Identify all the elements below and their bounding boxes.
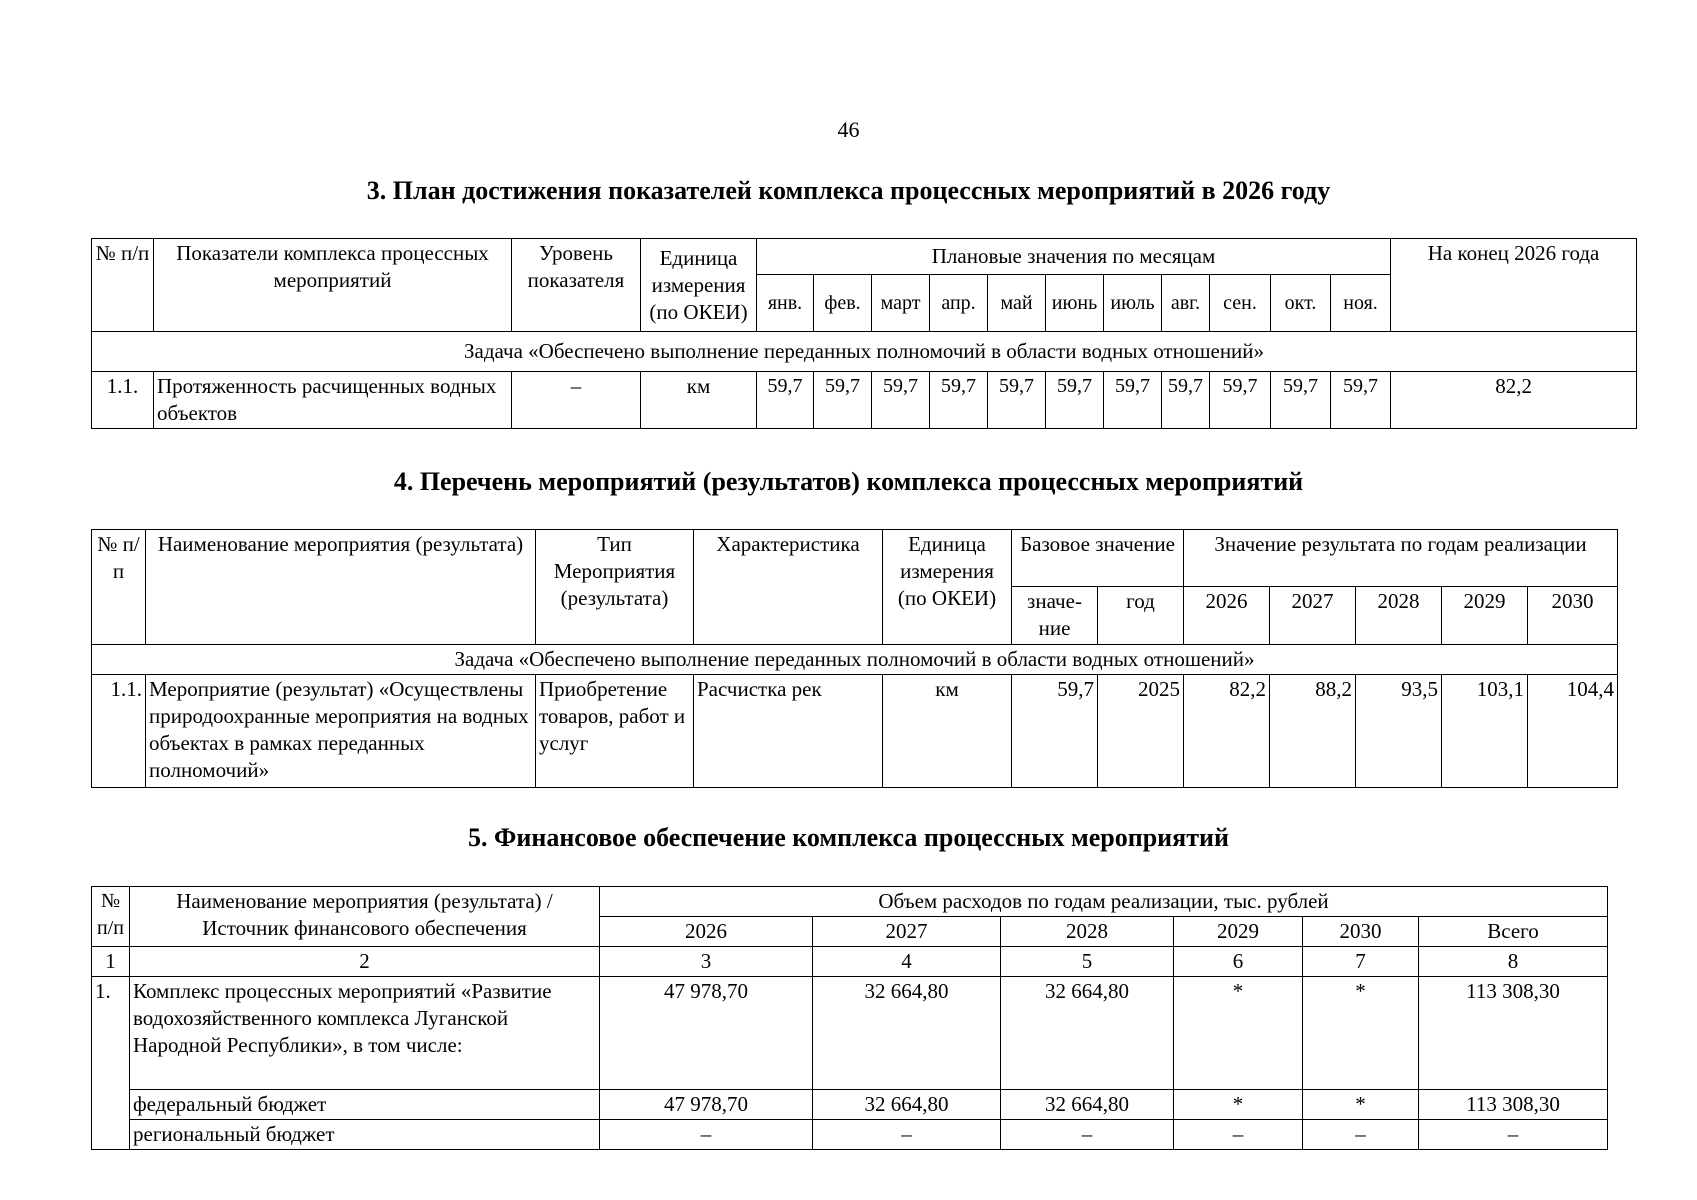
amount-cell: – [1001,1120,1174,1150]
amount-cell: 47 978,70 [600,977,813,1090]
result-value: 82,2 [1184,675,1270,788]
amount-cell: 113 308,30 [1419,1090,1608,1120]
table-row [92,1090,1608,1120]
month-value: 59,7 [1162,372,1210,429]
header-volume: Объем расходов по годам реализации, тыс. рублей [600,887,1608,917]
year-label: 2029 [1442,587,1528,645]
table-row [92,675,1618,788]
indicator-unit: км [641,372,757,429]
row-num: 1.1. [92,675,146,788]
month-label: янв. [757,275,814,332]
amount-cell: – [1174,1120,1303,1150]
indicators-plan-table [91,238,1637,429]
column-number: 3 [600,947,813,977]
month-value: 59,7 [757,372,814,429]
header-type: Тип Мероприятия (результата) [536,530,694,645]
month-value: 59,7 [1331,372,1391,429]
month-value: 59,7 [988,372,1046,429]
amount-cell: 32 664,80 [1001,977,1174,1090]
program-name: Комплекс процессных мероприятий «Развитие водохозяйственного комплекса Луганской Народной Республики», в том числе: [130,977,600,1090]
header-level: Уровень показателя [512,239,641,332]
column-number: 5 [1001,947,1174,977]
year-label: 2027 [1270,587,1356,645]
year-label: 2026 [1184,587,1270,645]
amount-cell: * [1303,977,1419,1090]
month-label: март [872,275,930,332]
amount-cell: * [1303,1090,1419,1120]
year-label: 2026 [600,917,813,947]
result-value: 88,2 [1270,675,1356,788]
table-row [92,372,1637,429]
header-name: Наименование мероприятия (результата) [146,530,536,645]
column-number: 8 [1419,947,1608,977]
month-label: май [988,275,1046,332]
row-num: 1.1. [92,372,154,429]
amount-cell: 32 664,80 [813,1090,1001,1120]
month-value: 59,7 [872,372,930,429]
month-label: авг. [1162,275,1210,332]
section-5-heading: 5. Финансовое обеспечение комплекса процессных мероприятий [468,823,1229,852]
year-label: 2027 [813,917,1001,947]
year-end-value: 82,2 [1391,372,1637,429]
activity-characteristic: Расчистка рек [694,675,883,788]
month-value: 59,7 [1046,372,1104,429]
month-value: 59,7 [930,372,988,429]
header-base-value: значе- ние [1012,587,1098,645]
year-label: 2028 [1356,587,1442,645]
base-year: 2025 [1098,675,1184,788]
column-number: 1 [92,947,130,977]
year-label: 2029 [1174,917,1303,947]
header-unit: Единица измерения (по ОКЕИ) [641,239,757,332]
row-num: 1. [92,977,130,1150]
section-4-heading: 4. Перечень мероприятий (результатов) комплекса процессных мероприятий [393,467,1304,496]
amount-cell: 32 664,80 [1001,1090,1174,1120]
financing-table [91,886,1608,1150]
header-total: Всего [1419,917,1608,947]
month-value: 59,7 [1210,372,1271,429]
month-label: сен. [1210,275,1271,332]
month-value: 59,7 [1104,372,1162,429]
amount-cell: – [1303,1120,1419,1150]
column-number: 6 [1174,947,1303,977]
result-value: 104,4 [1528,675,1618,788]
indicator-level: – [512,372,641,429]
month-label: окт. [1271,275,1331,332]
column-number: 4 [813,947,1001,977]
amount-cell: * [1174,1090,1303,1120]
column-number: 2 [130,947,600,977]
amount-cell: – [1419,1120,1608,1150]
amount-cell: – [600,1120,813,1150]
month-label: ноя. [1331,275,1391,332]
page-number: 46 [837,117,860,142]
month-value: 59,7 [814,372,872,429]
amount-cell: * [1174,977,1303,1090]
header-base-year: год [1098,587,1184,645]
column-number: 7 [1303,947,1419,977]
header-monthly: Плановые значения по месяцам [757,239,1391,275]
year-label: 2030 [1528,587,1618,645]
amount-cell: 32 664,80 [813,977,1001,1090]
month-value: 59,7 [1271,372,1331,429]
amount-cell: 47 978,70 [600,1090,813,1120]
header-num: № п/п [92,239,154,332]
year-label: 2030 [1303,917,1419,947]
section-3-heading: 3. План достижения показателей комплекса процессных мероприятий в 2026 году [366,176,1331,205]
result-value: 103,1 [1442,675,1528,788]
table-row [92,1120,1608,1150]
funding-source: федеральный бюджет [130,1090,600,1120]
activities-list-table [91,529,1618,788]
base-value: 59,7 [1012,675,1098,788]
indicator-name: Протяженность расчищенных водных объектов [154,372,512,429]
header-base: Базовое значение [1012,530,1184,587]
task-row: Задача «Обеспечено выполнение переданных полномочий в области водных отношений» [92,332,1637,372]
activity-unit: км [883,675,1012,788]
year-label: 2028 [1001,917,1174,947]
result-value: 93,5 [1356,675,1442,788]
header-year-end: На конец 2026 года [1391,239,1637,332]
funding-source: региональный бюджет [130,1120,600,1150]
task-row: Задача «Обеспечено выполнение переданных полномочий в области водных отношений» [92,645,1618,675]
table-row [92,977,1608,1090]
header-num: № п/п [92,530,146,645]
header-unit: Единица измерения (по ОКЕИ) [883,530,1012,645]
header-num: № п/п [92,887,130,947]
amount-cell: 113 308,30 [1419,977,1608,1090]
activity-name: Мероприятие (результат) «Осуществлены природоохранные мероприятия на водных объектах в рамках переданных полномочий» [146,675,536,788]
header-characteristic: Характеристика [694,530,883,645]
month-label: фев. [814,275,872,332]
activity-type: Приобретение товаров, работ и услуг [536,675,694,788]
header-result: Значение результата по годам реализации [1184,530,1618,587]
header-name: Наименование мероприятия (результата) / Источник финансового обеспечения [130,887,600,947]
month-label: июнь [1046,275,1104,332]
month-label: апр. [930,275,988,332]
amount-cell: – [813,1120,1001,1150]
header-indicator: Показатели комплекса процессных мероприятий [154,239,512,332]
month-label: июль [1104,275,1162,332]
